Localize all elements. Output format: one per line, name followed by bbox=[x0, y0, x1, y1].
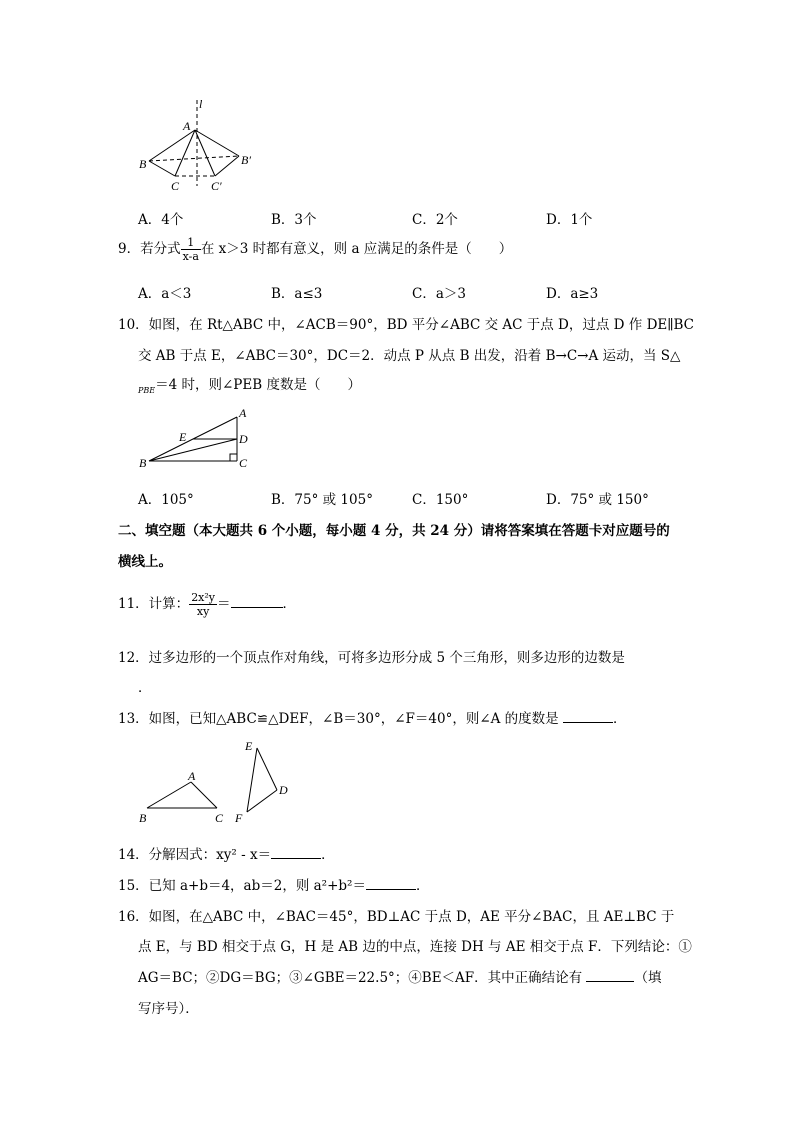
q14-answer-blank[interactable] bbox=[271, 846, 321, 859]
q11-end: ． bbox=[282, 596, 297, 612]
q8-label-C2: C′ bbox=[211, 179, 222, 193]
q8-option-a: A．4个 bbox=[138, 212, 184, 228]
q13-stem-line bbox=[118, 707, 626, 727]
q14-end: ． bbox=[321, 847, 335, 863]
q12-line2: ． bbox=[138, 680, 152, 696]
q13-label-D: D bbox=[279, 783, 288, 797]
q9-stem-a: 9．若分式 bbox=[118, 241, 181, 257]
q11-frac-den: xy bbox=[196, 605, 210, 618]
q13-label-C: C bbox=[215, 811, 224, 825]
q10-option-d: D．75° 或 150° bbox=[546, 492, 649, 508]
q9-fraction bbox=[181, 236, 201, 263]
q11 bbox=[118, 591, 296, 618]
q11-frac-num: 2x²y bbox=[191, 591, 216, 604]
q10-line1: 10．如图，在 Rt△ABC 中，∠ACB＝90°，BD 平分∠ABC 交 AC 于点 D，过点 D 作 DE∥BC bbox=[118, 317, 694, 333]
q8-label-A: A bbox=[183, 119, 191, 133]
q16-line3a: AG＝BC；②DG＝BG；③∠GBE＝22.5°；④BE＜AF．其中正确结论有 bbox=[138, 970, 583, 986]
q9-frac-den: x-a bbox=[182, 250, 199, 263]
q16-line3 bbox=[138, 966, 661, 986]
q8-figure bbox=[135, 96, 265, 196]
q16-line1: 16．如图，在△ABC 中，∠BAC＝45°，BD⊥AC 于点 D，AE 平分∠BAC，且 AE⊥BC 于 bbox=[118, 909, 675, 925]
q16-answer-blank[interactable] bbox=[586, 969, 634, 982]
q9-option-a: A．a＜3 bbox=[138, 286, 192, 302]
q9-stem-b: 在 x＞3 时都有意义，则 a 应满足的条件是（ ） bbox=[200, 241, 513, 257]
q10-label-D: D bbox=[239, 432, 248, 446]
q8-option-c: C．2个 bbox=[412, 212, 458, 228]
q15-end: ． bbox=[415, 878, 430, 894]
q14 bbox=[118, 843, 335, 863]
q16-line4: 写序号）． bbox=[138, 1001, 199, 1017]
section2-line2: 横线上。 bbox=[118, 554, 172, 570]
q9-option-c: C．a＞3 bbox=[412, 286, 466, 302]
q9-option-d: D．a≥3 bbox=[546, 286, 599, 302]
q10-label-B: B bbox=[139, 456, 147, 470]
q10-label-A: A bbox=[239, 406, 247, 420]
q8-label-C: C bbox=[171, 179, 180, 193]
q11-equals: ＝ bbox=[217, 596, 231, 612]
q13-figure bbox=[135, 736, 295, 828]
q11-fraction bbox=[189, 591, 217, 618]
q9-option-b: B．a≤3 bbox=[271, 286, 323, 302]
q13-label-B: B bbox=[139, 811, 147, 825]
q10-label-C: C bbox=[239, 456, 248, 470]
q10-sub-pbe: PBE bbox=[138, 386, 156, 395]
q8-label-B2: B′ bbox=[241, 153, 251, 167]
q13-label-A: A bbox=[188, 769, 196, 783]
q16-line3b: （填 bbox=[634, 970, 662, 986]
q11-stem: 11．计算： bbox=[118, 596, 190, 612]
q10-figure bbox=[135, 405, 255, 475]
q9-frac-num: 1 bbox=[181, 236, 201, 250]
q10-line3 bbox=[138, 373, 361, 395]
q13-stem: 13．如图，已知△ABC≌△DEF，∠B＝30°，∠F＝40°，则∠A 的度数是 bbox=[118, 711, 559, 727]
q16-line2: 点 E，与 BD 相交于点 G，H 是 AB 边的中点，连接 DH 与 AE 相交于点 F．下列结论：① bbox=[138, 939, 692, 955]
q15 bbox=[118, 874, 429, 894]
q15-answer-blank[interactable] bbox=[366, 877, 416, 890]
q13-end: ． bbox=[612, 711, 627, 727]
q11-answer-blank[interactable] bbox=[231, 595, 283, 608]
q10-line3-text: ＝4 时，则∠PEB 度数是（ ） bbox=[155, 377, 361, 393]
q10-option-c: C．150° bbox=[412, 492, 469, 508]
q10-line2: 交 AB 于点 E，∠ABC＝30°，DC＝2．动点 P 从点 B 出发，沿着 B→C→A 运动，当 S△ bbox=[138, 348, 681, 364]
q8-option-b: B．3个 bbox=[271, 212, 317, 228]
q14-stem: 14．分解因式：xy² - x＝ bbox=[118, 847, 272, 863]
q10-option-b: B．75° 或 105° bbox=[271, 492, 373, 508]
q15-stem: 15．已知 a+b＝4，ab＝2，则 a²+b²＝ bbox=[118, 878, 366, 894]
q13-label-F: F bbox=[235, 811, 243, 825]
q13-answer-blank[interactable] bbox=[563, 710, 613, 723]
q12-line1: 12．过多边形的一个顶点作对角线，可将多边形分成 5 个三角形，则多边形的边数是 bbox=[118, 650, 625, 666]
q10-option-a: A．105° bbox=[138, 492, 194, 508]
q10-label-E: E bbox=[179, 430, 187, 444]
q13-label-E: E bbox=[245, 739, 253, 753]
q8-label-l: l bbox=[199, 97, 203, 111]
q8-label-B: B bbox=[139, 157, 147, 171]
q8-option-d: D．1个 bbox=[546, 212, 593, 228]
section2-line1: 二、填空题（本大题共 6 个小题，每小题 4 分，共 24 分）请将答案填在答题卡对应题号的 bbox=[118, 523, 670, 539]
q9-stem bbox=[118, 236, 512, 263]
